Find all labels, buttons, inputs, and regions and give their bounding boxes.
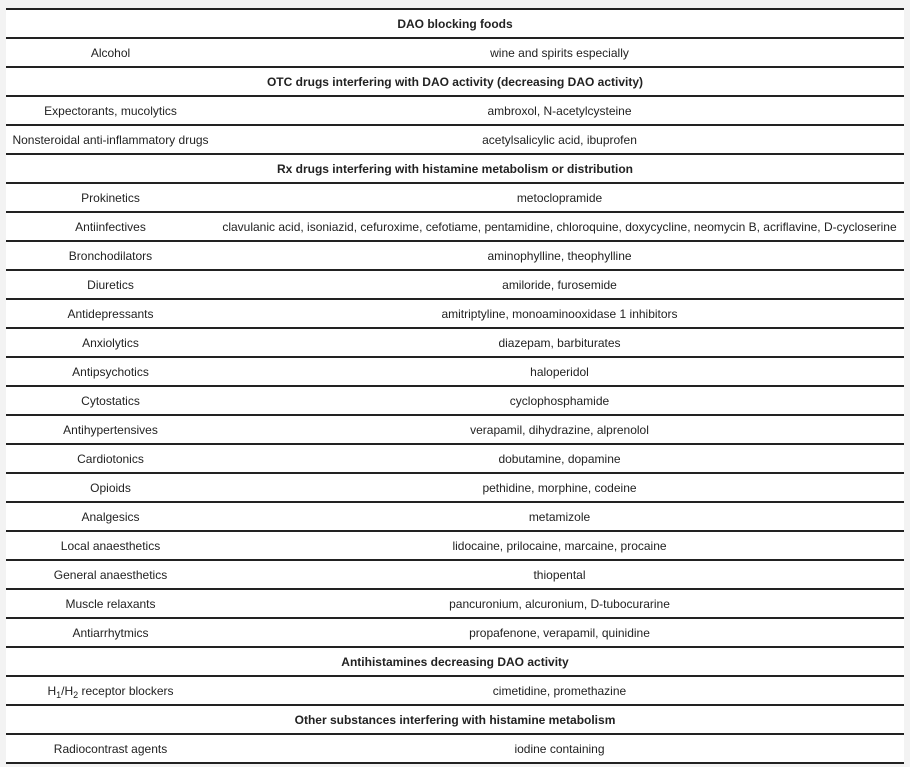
category-cell: Anxiolytics [6, 328, 215, 357]
category-cell: Antiinfectives [6, 212, 215, 241]
substances-cell: iodine containing [215, 734, 904, 763]
table-row [6, 502, 904, 531]
category-cell: Radiocontrast agents [6, 734, 215, 763]
category-cell: Antidepressants [6, 299, 215, 328]
table-row [6, 125, 904, 154]
substances-cell: verapamil, dihydrazine, alprenolol [215, 415, 904, 444]
table-row [6, 386, 904, 415]
table-row [6, 618, 904, 647]
table-row [6, 560, 904, 589]
category-cell: Expectorants, mucolytics [6, 96, 215, 125]
table-row [6, 357, 904, 386]
category-cell: Alcohol [6, 38, 215, 67]
category-slash-h: /H [61, 683, 74, 698]
table-row [6, 531, 904, 560]
category-cell: Bronchodilators [6, 241, 215, 270]
substances-cell: amiloride, furosemide [215, 270, 904, 299]
substances-cell: dobutamine, dopamine [215, 444, 904, 473]
category-cell: Nonsteroidal anti-inflammatory drugs [6, 125, 215, 154]
substances-cell: thiopental [215, 560, 904, 589]
table-row [6, 589, 904, 618]
table-row [6, 212, 904, 241]
section-title: Other substances interfering with histamine metabolism [6, 705, 904, 734]
section-title: Rx drugs interfering with histamine metabolism or distribution [6, 154, 904, 183]
category-rest: receptor blockers [78, 683, 174, 698]
section-row [6, 67, 904, 96]
category-cell: Antipsychotics [6, 357, 215, 386]
substances-cell: cimetidine, promethazine [215, 676, 904, 705]
substances-cell: propafenone, verapamil, quinidine [215, 618, 904, 647]
table-row [6, 241, 904, 270]
substances-cell: pancuronium, alcuronium, D-tubocurarine [215, 589, 904, 618]
category-h: H [47, 683, 57, 698]
section-title: OTC drugs interfering with DAO activity (decreasing DAO activity) [6, 67, 904, 96]
substances-cell: cyclophosphamide [215, 386, 904, 415]
category-cell: Prokinetics [6, 183, 215, 212]
table-row [6, 444, 904, 473]
table-row [6, 270, 904, 299]
substances-cell: aminophylline, theophylline [215, 241, 904, 270]
table-row [6, 473, 904, 502]
category-cell: Local anaesthetics [6, 531, 215, 560]
substances-cell: clavulanic acid, isoniazid, cefuroxime, cefotiame, pentamidine, chloroquine, doxycycline, neomycin B, acriflavine, D-cycloserine [215, 212, 904, 241]
category-cell [6, 676, 215, 705]
category-cell: General anaesthetics [6, 560, 215, 589]
table-row [6, 96, 904, 125]
section-row [6, 9, 904, 38]
subscript-2: 2 [73, 689, 79, 700]
category-cell: Muscle relaxants [6, 589, 215, 618]
table-row [6, 328, 904, 357]
category-cell: Diuretics [6, 270, 215, 299]
substances-cell: diazepam, barbiturates [215, 328, 904, 357]
substances-cell: wine and spirits especially [215, 38, 904, 67]
table-row [6, 299, 904, 328]
section-title: Antihistamines decreasing DAO activity [6, 647, 904, 676]
section-row [6, 154, 904, 183]
table-row [6, 183, 904, 212]
category-cell: Antihypertensives [6, 415, 215, 444]
table-row [6, 734, 904, 763]
section-title: DAO blocking foods [6, 9, 904, 38]
category-cell: Opioids [6, 473, 215, 502]
substances-cell: lidocaine, prilocaine, marcaine, procaine [215, 531, 904, 560]
substances-cell: metoclopramide [215, 183, 904, 212]
category-cell: Cytostatics [6, 386, 215, 415]
section-row [6, 647, 904, 676]
subscript-1: 1 [56, 689, 62, 700]
category-cell: Analgesics [6, 502, 215, 531]
substances-cell: haloperidol [215, 357, 904, 386]
substances-cell: ambroxol, N-acetylcysteine [215, 96, 904, 125]
table-row [6, 38, 904, 67]
section-row [6, 705, 904, 734]
substances-cell: acetylsalicylic acid, ibuprofen [215, 125, 904, 154]
dao-interference-table [6, 8, 904, 764]
substances-cell: pethidine, morphine, codeine [215, 473, 904, 502]
dao-interference-table-container [6, 8, 904, 764]
category-cell: Antiarrhytmics [6, 618, 215, 647]
substances-cell: amitriptyline, monoaminooxidase 1 inhibitors [215, 299, 904, 328]
category-cell: Cardiotonics [6, 444, 215, 473]
table-row [6, 676, 904, 705]
table-row [6, 415, 904, 444]
substances-cell: metamizole [215, 502, 904, 531]
